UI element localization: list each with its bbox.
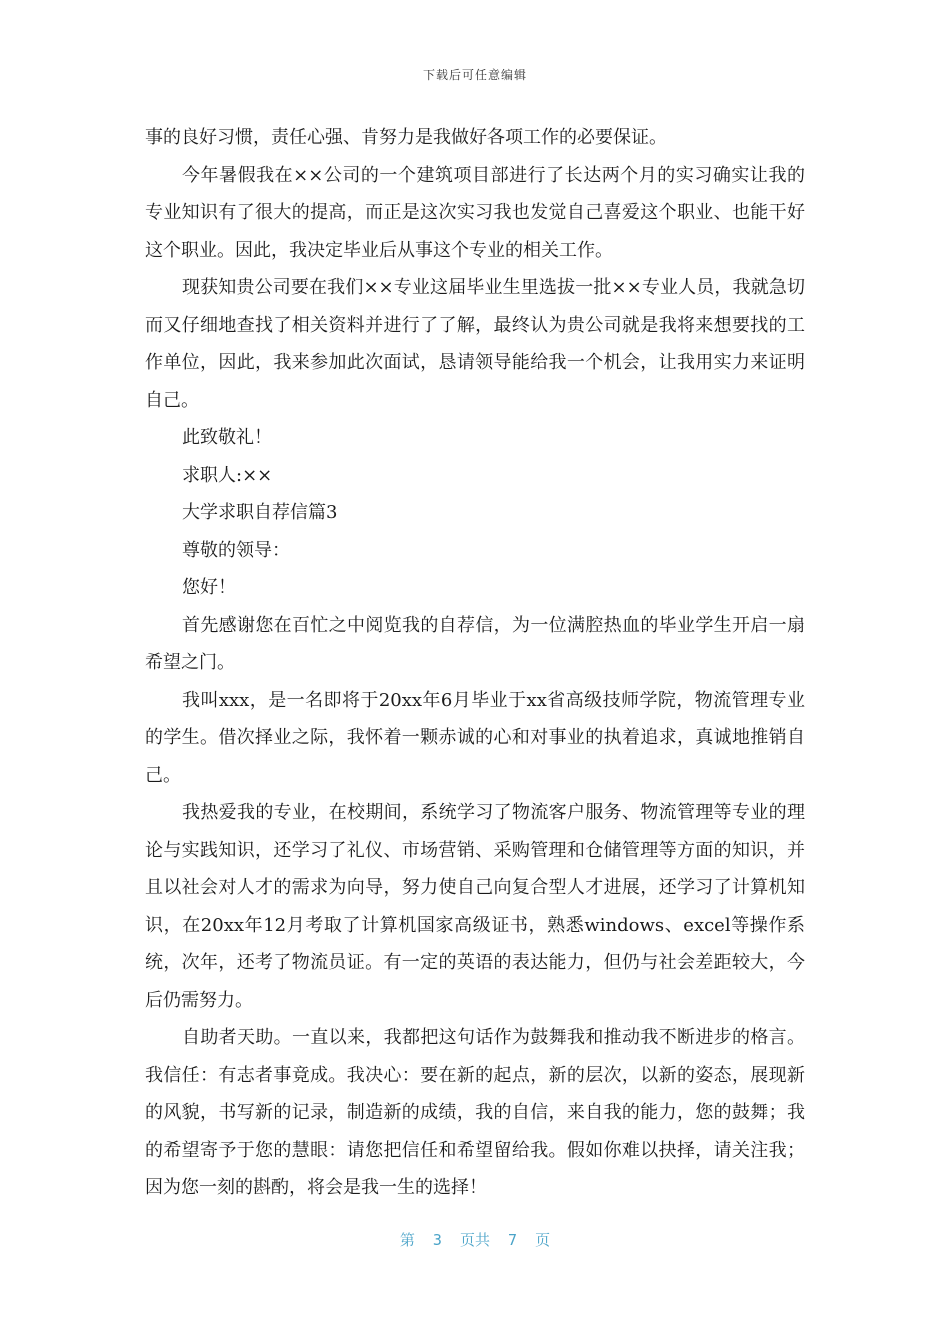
document-body <box>145 119 805 1207</box>
greeting: 您好！ <box>182 577 236 598</box>
page-number: 第 3 页共 7 页 <box>399 1231 551 1249</box>
paragraph: 我热爱我的专业，在校期间，系统学习了物流客户服务、物流管理等专业的理论与实践知识，还学习了礼仪、市场营销、采购管理和仓储管理等方面的知识，并且以社会对人才的需求为向导，努力使自己向复合型人才进展，还学习了计算机知识，在20xx年12月考取了计算机国家高级证书，熟悉windows、excel等操作系统，次年，还考了物流员证。有一定的英语的表达能力，但仍与社会差距较大，今后仍需努力。 <box>145 802 805 1011</box>
paragraph: 现获知贵公司要在我们××专业这届毕业生里选拔一批××专业人员，我就急切而又仔细地查找了相关资料并进行了了解，最终认为贵公司就是我将来想要找的工作单位，因此，我来参加此次面试，恳请领导能给我一个机会，让我用实力来证明自己。 <box>145 277 805 411</box>
paragraph: 事的良好习惯，责任心强、肯努力是我做好各项工作的必要保证。 <box>145 127 667 148</box>
paragraph: 我叫xxx，是一名即将于20xx年6月毕业于xx省高级技师学院，物流管理专业的学生。借次择业之际，我怀着一颗赤诚的心和对事业的执着追求，真诚地推销自己。 <box>145 689 805 786</box>
section-title: 大学求职自荐信篇3 <box>182 502 338 523</box>
header-note: 下载后可任意编辑 <box>422 68 527 82</box>
paragraph: 自助者天助。一直以来，我都把这句话作为鼓舞我和推动我不断进步的格言。我信任：有志者事竟成。我决心：要在新的起点，新的层次，以新的姿态，展现新的风貌，书写新的记录，制造新的成绩，我的自信，来自我的能力，您的鼓舞；我的希望寄予于您的慧眼：请您把信任和希望留给我。假如你难以抉择，请关注我；因为您一刻的斟酌，将会是我一生的选择！ <box>145 1027 805 1198</box>
paragraph: 今年暑假我在××公司的一个建筑项目部进行了长达两个月的实习确实让我的专业知识有了很大的提高，而正是这次实习我也发觉自己喜爱这个职业、也能干好这个职业。因此，我决定毕业后从事这个专业的相关工作。 <box>145 164 805 261</box>
paragraph-closing: 此致敬礼！ <box>182 427 272 448</box>
paragraph: 首先感谢您在百忙之中阅览我的自荐信，为一位满腔热血的毕业学生开启一扇希望之门。 <box>145 614 805 673</box>
paragraph-signature: 求职人:×× <box>182 464 273 486</box>
salutation: 尊敬的领导： <box>182 539 290 561</box>
